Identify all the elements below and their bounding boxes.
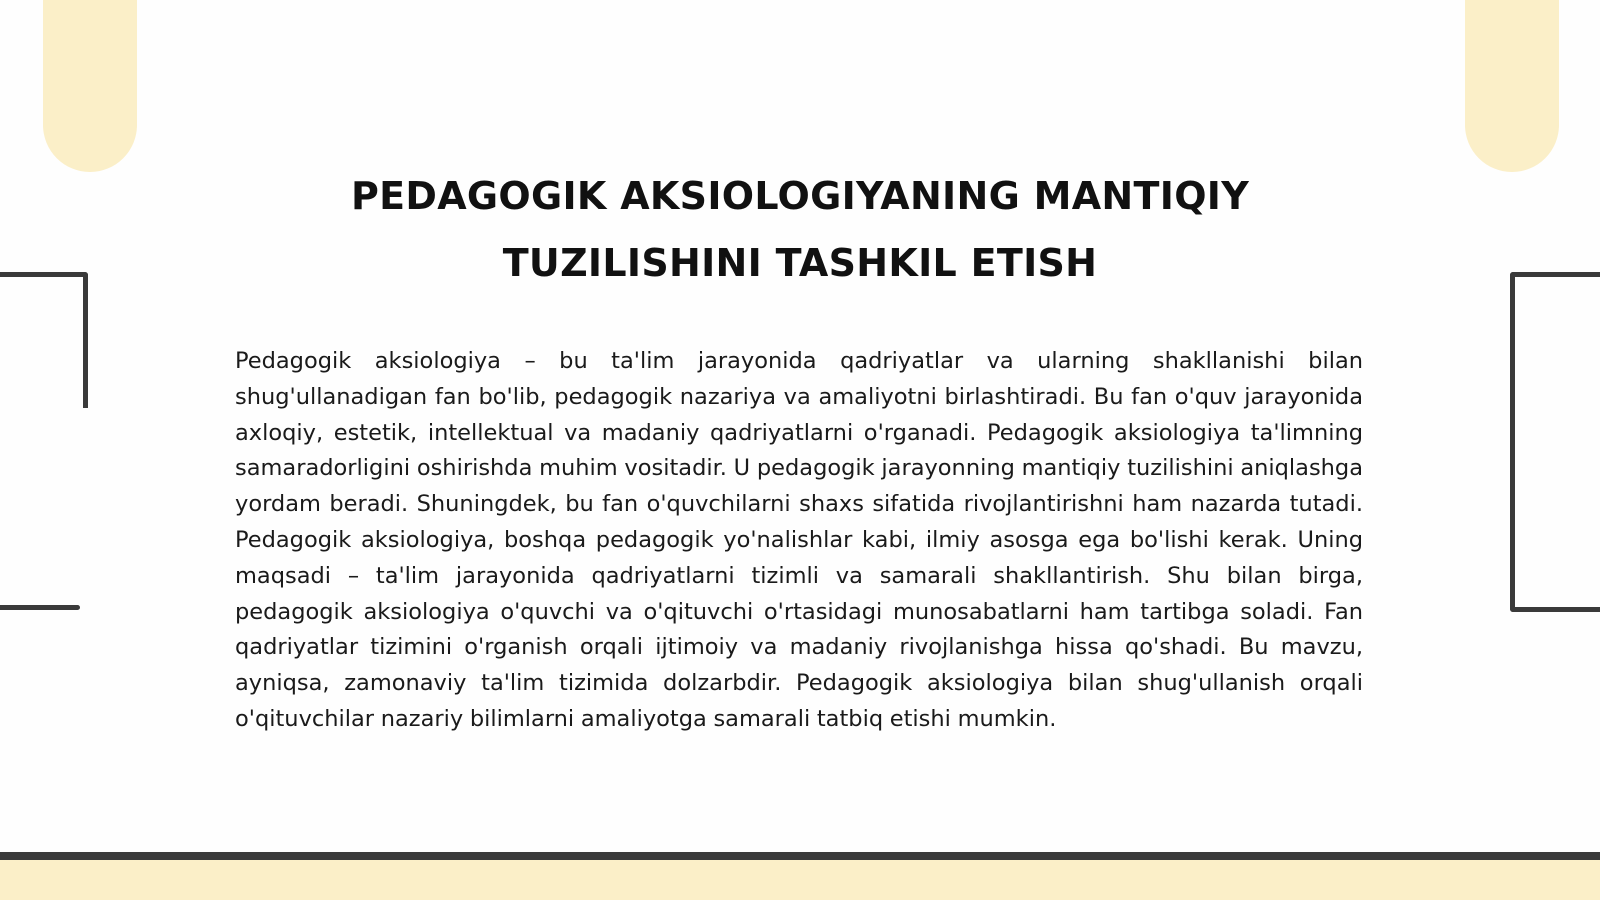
decorative-pill-left: [43, 0, 137, 172]
decorative-frame-right: [1510, 272, 1600, 612]
slide-title: PEDAGOGIK AKSIOLOGIYANING MANTIQIY TUZILISHINI TASHKIL ETISH: [350, 174, 1250, 285]
decorative-frame-left: [0, 272, 88, 408]
footer-band: [0, 852, 1600, 900]
decorative-line-left: [0, 605, 80, 610]
decorative-pill-right: [1465, 0, 1559, 172]
slide-body-text: Pedagogik aksiologiya – bu ta'lim jarayonida qadriyatlar va ularning shakllanishi bilan shug'ullanadigan fan bo'lib, pedagogik nazariya va amaliyotni birlashtiradi. Bu fan o'quv jarayonida axloqiy, estetik, intellektual va madaniy qadriyatlarni o'rganadi. Pedagogik aksiologiya ta'limning samaradorligini oshirishda muhim vositadir. U pedagogik jarayonning mantiqiy tuzilishini aniqlashga yordam beradi. Shuningdek, bu fan o'quvchilarni shaxs sifatida rivojlantirishni ham nazarda tutadi. Pedagogik aksiologiya, boshqa pedagogik yo'nalishlar kabi, ilmiy asosga ega bo'lishi kerak. Uning maqsadi – ta'lim jarayonida qadriyatlarni tizimli va samarali shakllantirish. Shu bilan birga, pedagogik aksiologiya o'quvchi va o'qituvchi o'rtasidagi munosabatlarni ham tartibga soladi. Fan qadriyatlar tizimini o'rganish orqali ijtimoiy va madaniy rivojlanishga hissa qo'shadi. Bu mavzu, ayniqsa, zamonaviy ta'lim tizimida dolzarbdir. Pedagogik aksiologiya bilan shug'ullanish orqali o'qituvchilar nazariy bilimlarni amaliyotga samarali tatbiq etishi mumkin.: [235, 348, 1363, 732]
